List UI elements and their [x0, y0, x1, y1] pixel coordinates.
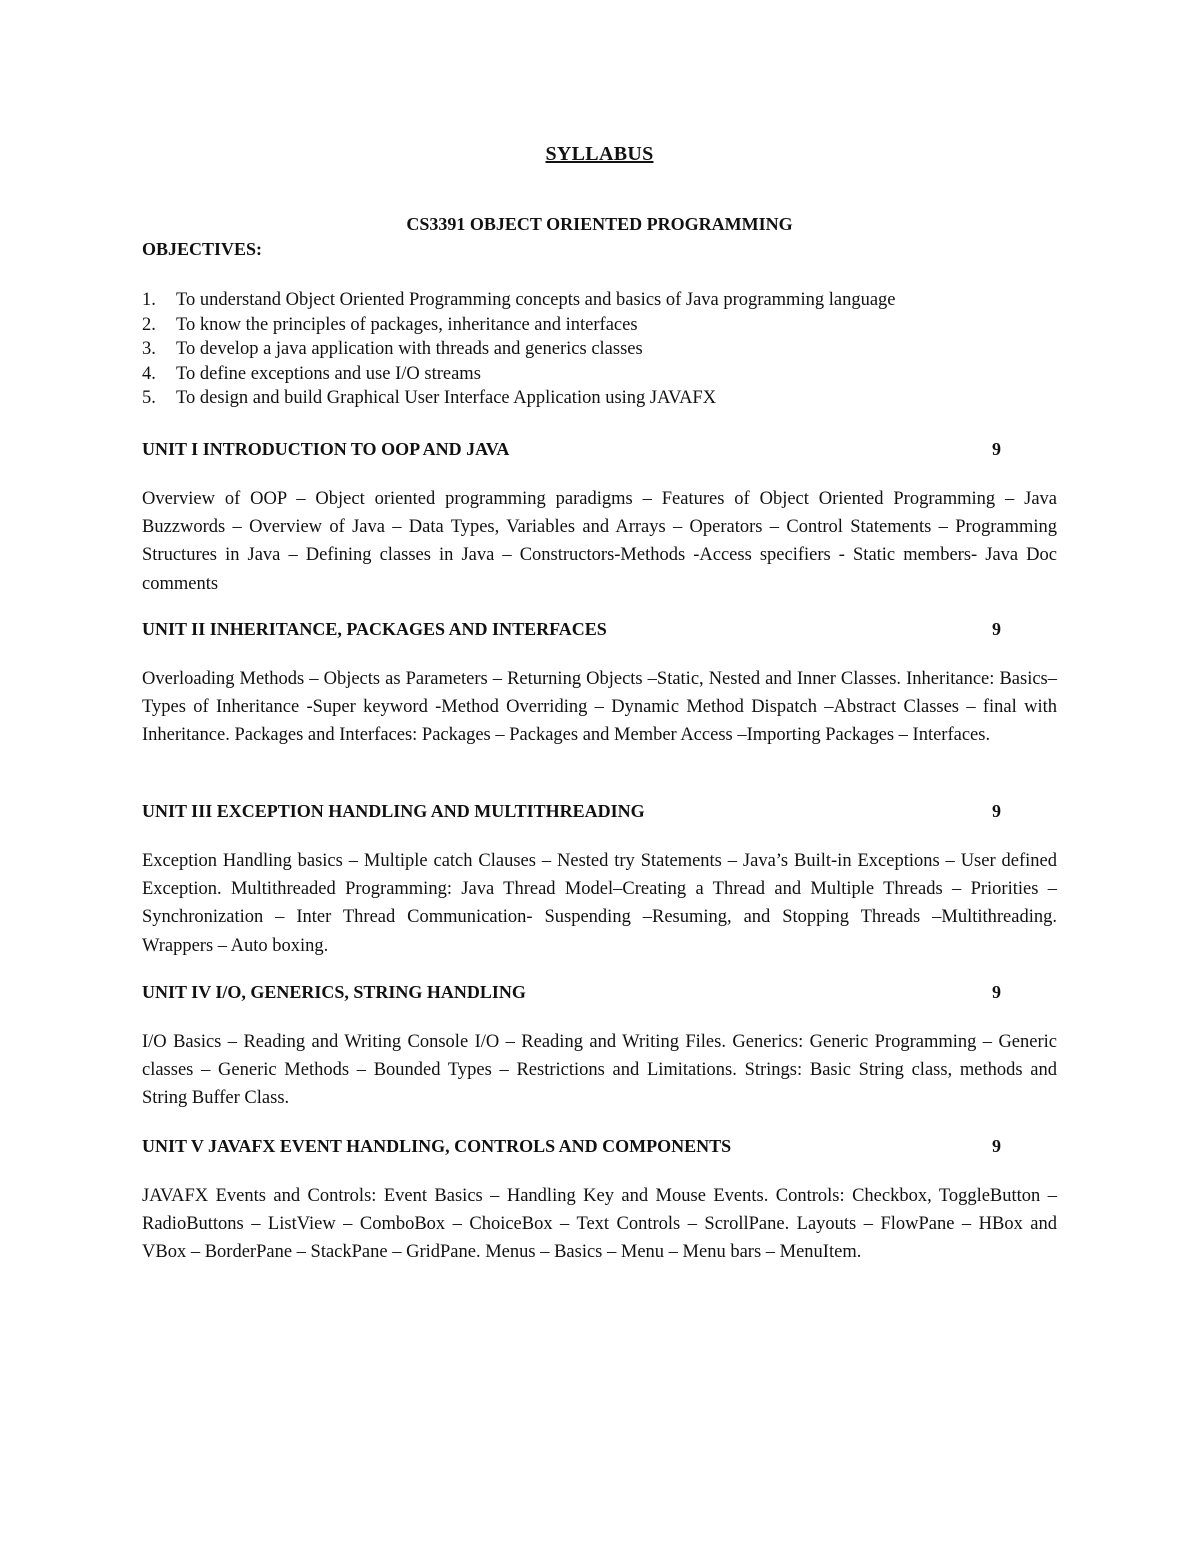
objective-text: To understand Object Oriented Programming concepts and basics of Java programming language — [176, 290, 896, 310]
objective-text: To design and build Graphical User Interface Application using JAVAFX — [176, 388, 717, 409]
objective-text: To know the principles of packages, inheritance and interfaces — [176, 314, 638, 335]
objective-number: 1. — [142, 290, 156, 310]
objectives-heading: OBJECTIVES: — [142, 239, 263, 259]
objective-number: 3. — [142, 339, 156, 360]
unit-5-section — [142, 1134, 1057, 1267]
objective-number: 4. — [142, 363, 156, 384]
objective-number: 2. — [142, 314, 156, 335]
unit-1-content: Overview of OOP – Object oriented programming paradigms – Features of Object Oriented Programming – Java Buzzwords – Overview of Java – Data Types, Variables and Arrays – Operators – Control Statements – Programming Structures in Java – Defining classes in Java – Constructors-Methods -Access specifiers - Static members- Java Doc comments — [142, 489, 1057, 594]
objective-item — [142, 337, 896, 362]
unit-2-section — [142, 617, 1057, 750]
unit-3-title: UNIT III EXCEPTION HANDLING AND MULTITHREADING — [142, 801, 645, 821]
unit-3-content: Exception Handling basics – Multiple catch Clauses – Nested try Statements – Java’s Built-in Exceptions – User defined Exception. Multithreaded Programming: Java Thread Model–Creating a Thread and Multiple Threads – Priorities – Synchronization – Inter Thread Communication- Suspending –Resuming, and Stopping Threads –Multithreading. Wrappers – Auto boxing. — [142, 851, 1057, 956]
objective-item — [142, 362, 896, 387]
objective-number: 5. — [142, 388, 156, 409]
unit-2-hours: 9 — [992, 619, 1001, 639]
unit-3-section — [142, 799, 1057, 960]
objective-text: To define exceptions and use I/O streams — [176, 363, 481, 384]
unit-3-hours: 9 — [992, 801, 1001, 821]
objectives-list — [142, 288, 896, 411]
unit-2-content: Overloading Methods – Objects as Parameters – Returning Objects –Static, Nested and Inner Classes. Inheritance: Basics– Types of Inheritance -Super keyword -Method Overriding – Dynamic Method Dispatch –Abstract Classes – final with Inheritance. Packages and Interfaces: Packages – Packages and Member Access –Importing Packages – Interfaces. — [142, 669, 1057, 746]
unit-1-header — [142, 437, 1057, 461]
unit-4-header — [142, 980, 1057, 1004]
unit-1-hours: 9 — [992, 439, 1001, 459]
objective-item — [142, 313, 896, 338]
unit-4-section — [142, 980, 1057, 1113]
objective-item — [142, 288, 896, 313]
course-title: CS3391 OBJECT ORIENTED PROGRAMMING — [406, 214, 793, 234]
unit-5-title: UNIT V JAVAFX EVENT HANDLING, CONTROLS AND COMPONENTS — [142, 1136, 732, 1156]
unit-4-content: I/O Basics – Reading and Writing Console I/O – Reading and Writing Files. Generics: Generic Programming – Generic classes – Generic Methods – Bounded Types – Restrictions and Limitations. Strings: Basic String class, methods and String Buffer Class. — [142, 1032, 1057, 1109]
unit-1-title: UNIT I INTRODUCTION TO OOP AND JAVA — [142, 439, 510, 459]
unit-4-hours: 9 — [992, 982, 1001, 1002]
unit-5-content: JAVAFX Events and Controls: Event Basics – Handling Key and Mouse Events. Controls: Checkbox, ToggleButton – RadioButtons – ListView – ComboBox – ChoiceBox – Text Controls – ScrollPane. Layouts – FlowPane – HBox and VBox – BorderPane – StackPane – GridPane. Menus – Basics – Menu – Menu bars – MenuItem. — [142, 1186, 1057, 1263]
unit-4-title: UNIT IV I/O, GENERICS, STRING HANDLING — [142, 982, 526, 1002]
unit-5-header — [142, 1134, 1057, 1158]
page-title: SYLLABUS — [545, 143, 654, 165]
unit-5-hours: 9 — [992, 1136, 1001, 1156]
unit-3-header — [142, 799, 1057, 823]
unit-1-section — [142, 437, 1057, 598]
unit-2-header — [142, 617, 1057, 641]
unit-2-title: UNIT II INHERITANCE, PACKAGES AND INTERFACES — [142, 619, 607, 639]
objective-text: To develop a java application with threads and generics classes — [176, 339, 643, 360]
objective-item — [142, 386, 896, 411]
